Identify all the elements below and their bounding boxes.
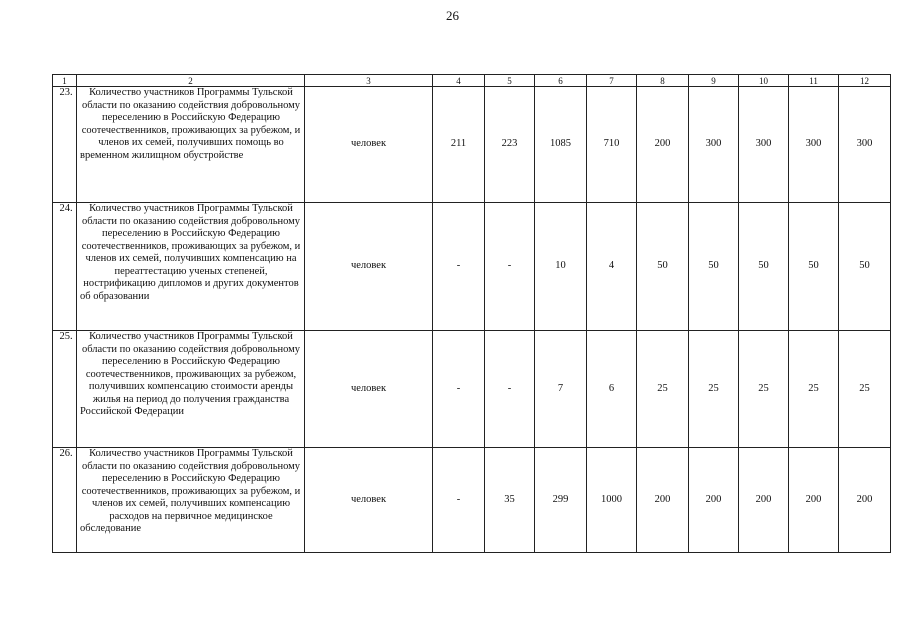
value-cell: 300	[789, 87, 839, 203]
value-cell: 710	[587, 87, 637, 203]
value-cell: 25	[839, 331, 891, 448]
value-cell: 200	[637, 448, 689, 553]
unit-of-measure: человек	[305, 87, 433, 203]
value-cell: 200	[789, 448, 839, 553]
value-cell: 50	[689, 203, 739, 331]
row-number: 23.	[53, 87, 77, 203]
column-number: 3	[305, 75, 433, 87]
value-cell: 25	[637, 331, 689, 448]
value-cell: 7	[535, 331, 587, 448]
row-number: 24.	[53, 203, 77, 331]
column-number: 9	[689, 75, 739, 87]
page-number: 26	[446, 8, 459, 23]
value-cell: 200	[637, 87, 689, 203]
table-row	[53, 448, 891, 553]
column-number: 5	[485, 75, 535, 87]
row-number: 25.	[53, 331, 77, 448]
value-cell: 200	[839, 448, 891, 553]
value-cell: 299	[535, 448, 587, 553]
value-cell: -	[433, 203, 485, 331]
value-cell: 25	[739, 331, 789, 448]
row-number: 26.	[53, 448, 77, 553]
value-cell: 50	[739, 203, 789, 331]
value-cell: 211	[433, 87, 485, 203]
value-cell: 50	[789, 203, 839, 331]
value-cell: -	[485, 203, 535, 331]
value-cell: 50	[637, 203, 689, 331]
value-cell: 25	[789, 331, 839, 448]
indicator-description: Количество участников Программы Тульской области по оказанию содействия добровольному переселению в Российскую Федерацию соотечественников, проживающих за рубежом, и членов их семей, получивших помощь во временном жилищном обустройстве	[77, 87, 305, 203]
value-cell: 223	[485, 87, 535, 203]
value-cell: -	[433, 448, 485, 553]
value-cell: 200	[739, 448, 789, 553]
value-cell: 300	[689, 87, 739, 203]
table-row	[53, 87, 891, 203]
unit-of-measure: человек	[305, 203, 433, 331]
value-cell: 300	[839, 87, 891, 203]
column-number: 6	[535, 75, 587, 87]
value-cell: 4	[587, 203, 637, 331]
value-cell: -	[485, 331, 535, 448]
value-cell: 300	[739, 87, 789, 203]
indicator-description: Количество участников Программы Тульской области по оказанию содействия добровольному переселению в Российскую Федерацию соотечественников, проживающих за рубежом, и членов их семей, получивших компенсацию на переаттестацию ученых степеней, нострификацию дипломов и других документов об образовании	[77, 203, 305, 331]
column-number: 1	[53, 75, 77, 87]
value-cell: 1000	[587, 448, 637, 553]
value-cell: 10	[535, 203, 587, 331]
indicators-table	[52, 74, 891, 553]
column-number: 12	[839, 75, 891, 87]
unit-of-measure: человек	[305, 448, 433, 553]
indicator-description: Количество участников Программы Тульской области по оказанию содействия добровольному переселению в Российскую Федерацию соотечественников, проживающих за рубежом, и членов их семей, получивших компенсацию расходов на первичное медицинское обследование	[77, 448, 305, 553]
unit-of-measure: человек	[305, 331, 433, 448]
value-cell: 200	[689, 448, 739, 553]
column-number: 4	[433, 75, 485, 87]
value-cell: 25	[689, 331, 739, 448]
indicator-description: Количество участников Программы Тульской области по оказанию содействия добровольному переселению в Российскую Федерацию соотечественников, проживающих за рубежом, получивших компенсацию стоимости аренды жилья на период до получения гражданства Российской Федерации	[77, 331, 305, 448]
value-cell: -	[433, 331, 485, 448]
table-row	[53, 203, 891, 331]
column-number-row	[53, 75, 891, 87]
column-number: 7	[587, 75, 637, 87]
value-cell: 35	[485, 448, 535, 553]
column-number: 8	[637, 75, 689, 87]
value-cell: 50	[839, 203, 891, 331]
column-number: 10	[739, 75, 789, 87]
column-number: 2	[77, 75, 305, 87]
value-cell: 1085	[535, 87, 587, 203]
column-number: 11	[789, 75, 839, 87]
value-cell: 6	[587, 331, 637, 448]
table-row	[53, 331, 891, 448]
